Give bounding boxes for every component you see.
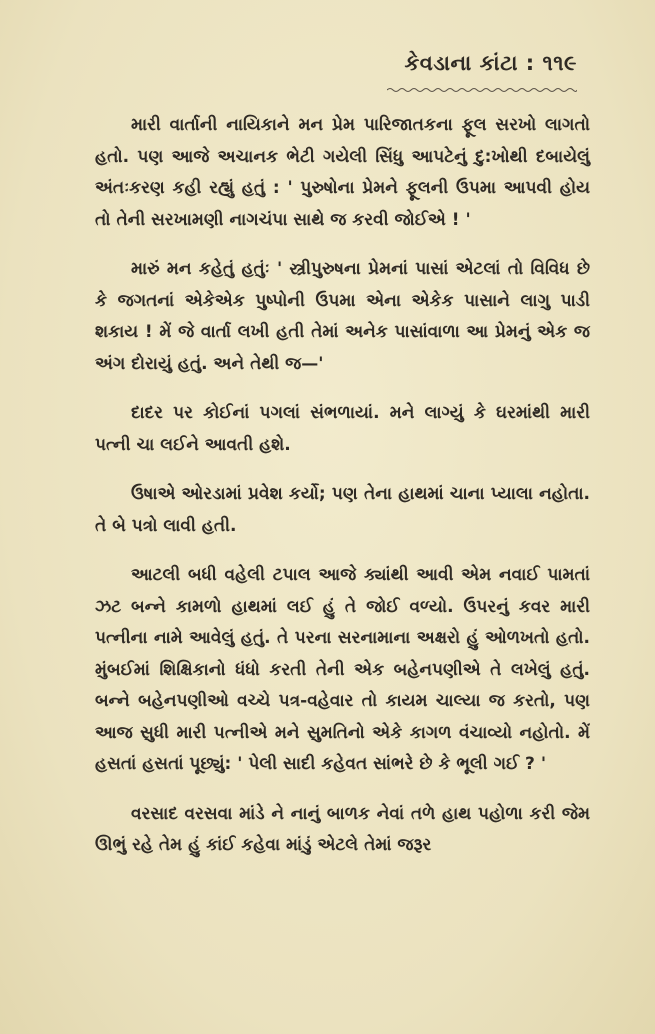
running-header: [387, 48, 577, 97]
wavy-underline: [387, 87, 577, 93]
paragraph: વરસાદ વરસવા માંડે ને નાનું બાળક નેવાં તળે હાથ પહોળા કરી જેમ ઊભું રહે તેમ હું કાંઈ કહેવા માંડું એટલે તેમાં જરૂર: [95, 803, 590, 855]
paragraph: આટલી બધી વહેલી ટપાલ આજે ક્યાંથી આવી એમ નવાઈ પામતાં ઝટ બન્ને કામળો હાથમાં લઈ હું તે જોઈ વળ્યો. ઉપરનું કવર મારી પત્નીના નામે આવેલું હતું. તે પરના સરનામાના અક્ષરો હું ઓળખતો હતો. મુંબઈમાં શિક્ષિકાનો ધંધો કરતી તેની એક બહેનપણીએ તે લખેલું હતું. બન્ને બહેનપણીઓ વચ્ચે પત્ર-વહેવાર તો કાયમ ચાલ્યા જ કરતો, પણ આજ સુધી મારી પત્નીએ મને સુમતિનો એકે કાગળ વંચાવ્યો નહોતો. મેં હસતાં હસતાં પૂછ્યું: ' પેલી સાદી કહેવત સાંભરે છે કે ભૂલી ગઈ ? ': [95, 565, 590, 774]
paragraph: મારી વાર્તાની નાયિકાને મન પ્રેમ પારિજાતકના ફૂલ સરખો લાગતો હતો. પણ આજે અચાનક ભેટી ગયેલી સિંધુ આપટેનું દુ:ખોથી દબાયેલું અંતઃકરણ કહી રહ્યું હતું : ' પુરુષોના પ્રેમને ફૂલની ઉપમા આપવી હોય તો તેની સરખામણી નાગચંપા સાથે જ કરવી જોઈએ ! ': [95, 115, 590, 230]
body-text: [95, 110, 590, 880]
paragraph: ઉષાએ ઓરડામાં પ્રવેશ કર્યો; પણ તેના હાથમાં ચાના પ્યાલા નહોતા. તે બે પત્રો લાવી હતી.: [95, 484, 590, 536]
paragraph: મારું મન કહેતું હતુંઃ ' સ્ત્રીપુરુષના પ્રેમનાં પાસાં એટલાં તો વિવિધ છે કે જગતનાં એકેએક પુષ્પોની ઉપમા એના એકેક પાસાને લાગુ પાડી શકાય ! મેં જે વાર્તા લખી હતી તેમાં અનેક પાસાંવાળા આ પ્રેમનું એક જ અંગ દોરાયું હતું. અને તેથી જ—': [95, 259, 590, 374]
header-title: કેવડાના કાંટા : ૧૧૯: [404, 51, 577, 75]
paragraph: દાદર પર કોઈનાં પગલાં સંભળાયાં. મને લાગ્યું કે ઘરમાંથી મારી પત્ની ચા લઈને આવતી હશે.: [95, 403, 590, 455]
